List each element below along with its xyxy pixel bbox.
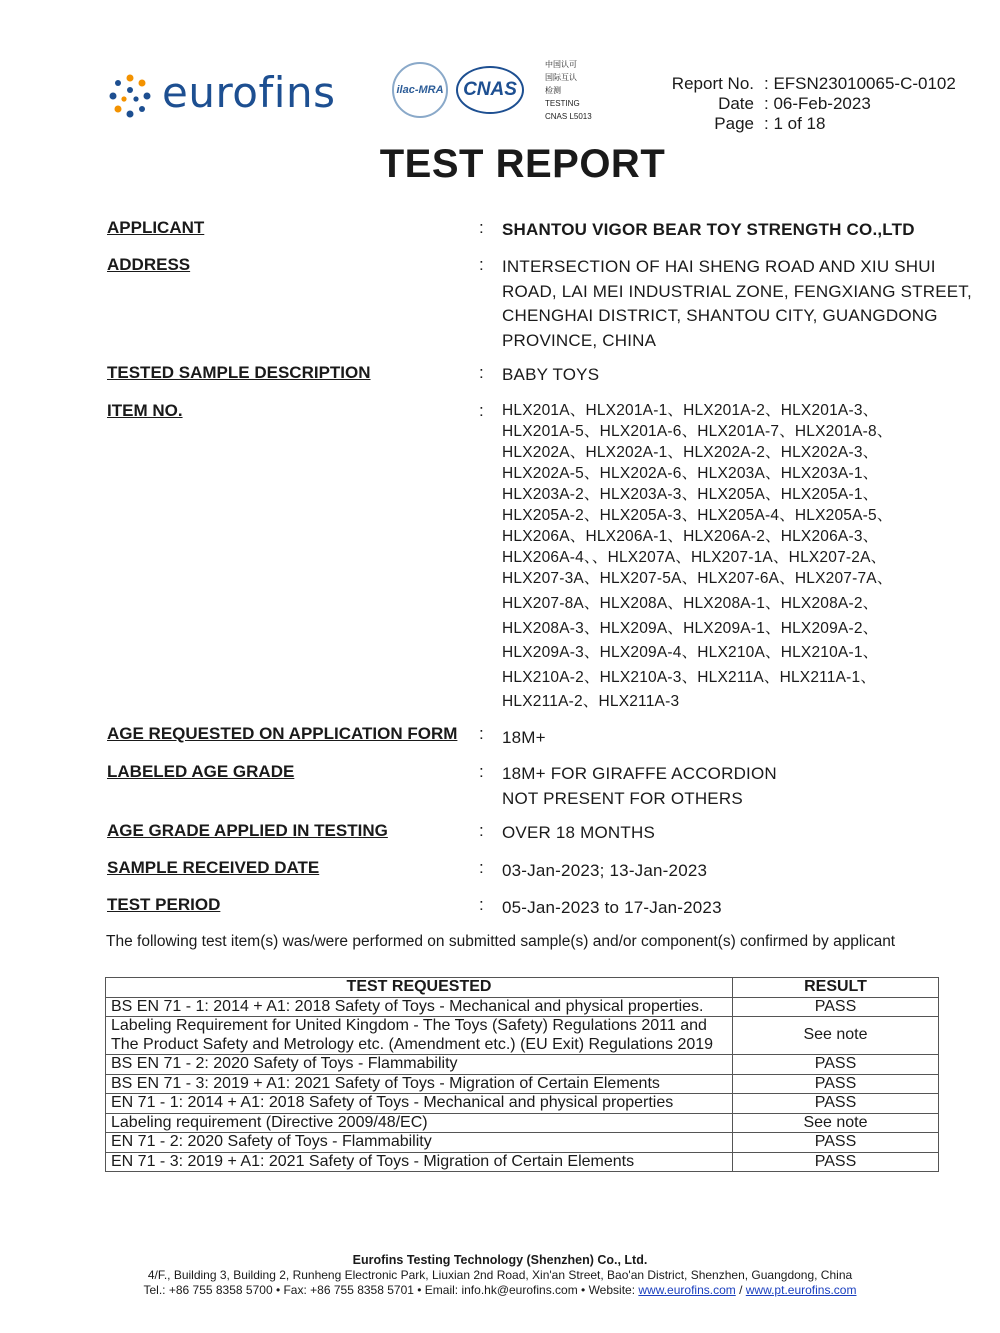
- labeled-age-line: NOT PRESENT FOR OTHERS: [502, 788, 743, 808]
- age-applied-value: OVER 18 MONTHS: [502, 823, 655, 842]
- cnas-caption: [545, 58, 592, 123]
- table-row: [106, 1055, 939, 1075]
- address-label: ADDRESS: [107, 255, 191, 274]
- table-row: [106, 1074, 939, 1094]
- age-requested-value: 18M+: [502, 728, 546, 747]
- test-line: BS EN 71 - 3: 2019 + A1: 2021 Safety of Toys - Migration of Certain Elements: [111, 1074, 660, 1092]
- item-line: HLX209A-3、HLX209A-4、HLX210A、HLX210A-1、: [502, 644, 879, 661]
- item-line: HLX208A-3、HLX209A、HLX209A-1、HLX209A-2、: [502, 619, 879, 637]
- meta-value: : 1 of 18: [764, 114, 826, 133]
- test-cell: [106, 1094, 733, 1114]
- applicant-value: SHANTOU VIGOR BEAR TOY STRENGTH CO.,LTD: [502, 220, 915, 239]
- sample-description-label: TESTED SAMPLE DESCRIPTION: [107, 363, 371, 382]
- table-row: [106, 1152, 939, 1172]
- item-line: HLX207-8A、HLX208A、HLX208A-1、HLX208A-2、: [502, 595, 879, 612]
- test-cell: [106, 1133, 733, 1153]
- footer-link-separator: /: [735, 1283, 746, 1297]
- test-cell: [106, 1017, 733, 1055]
- test-line: BS EN 71 - 2: 2020 Safety of Toys - Flammability: [111, 1055, 458, 1072]
- result-cell: PASS: [733, 1055, 939, 1075]
- test-line: EN 71 - 3: 2019 + A1: 2021 Safety of Toys - Migration of Certain Elements: [111, 1152, 635, 1170]
- address-value: [502, 255, 972, 353]
- colon: :: [479, 895, 484, 914]
- meta-value: : EFSN23010065-C-0102: [764, 74, 956, 93]
- test-period-label: TEST PERIOD: [107, 895, 221, 914]
- labeled-age-value: [502, 762, 777, 811]
- item-line: HLX202A、HLX202A-1、HLX202A-2、HLX202A-3、: [502, 444, 879, 461]
- result-cell: PASS: [733, 1094, 939, 1114]
- table-row: [106, 1113, 939, 1133]
- test-cell: [106, 1074, 733, 1094]
- test-line: The Product Safety and Metrology etc. (Amendment etc.) (EU Exit) Regulations 2019: [111, 1035, 714, 1053]
- colon: :: [479, 724, 484, 743]
- address-line: ROAD, LAI MEI INDUSTRIAL ZONE, FENGXIANG STREET,: [502, 281, 972, 301]
- accreditation-marks: [390, 60, 610, 122]
- ilac-text: ilac-MRA: [396, 84, 444, 96]
- item-line: HLX205A-2、HLX205A-3、HLX205A-4、HLX205A-5、: [502, 507, 893, 524]
- test-results-table: [105, 977, 939, 1172]
- report-meta: [660, 74, 956, 134]
- footer-address: 4/F., Building 3, Building 2, Runheng Electronic Park, Liuxian 2nd Road, Xin'an Street, Bao'an District, Shenzhen, Guangdong, China: [147, 1268, 853, 1282]
- test-cell: [106, 1055, 733, 1075]
- cnas-text: CNAS: [463, 79, 517, 100]
- item-no-label: ITEM NO.: [107, 401, 183, 420]
- meta-label: Page: [714, 114, 754, 133]
- cnas-line: 检测: [545, 86, 561, 95]
- page-row: [660, 114, 956, 134]
- received-date-label: SAMPLE RECEIVED DATE: [107, 858, 320, 877]
- colon: :: [479, 821, 484, 840]
- colon: :: [479, 762, 484, 781]
- footer-contact: [0, 1283, 1000, 1298]
- footer-company: Eurofins Testing Technology (Shenzhen) Co., Ltd.: [352, 1253, 648, 1267]
- header-test-requested: TEST REQUESTED: [106, 978, 733, 998]
- labeled-age-label: LABELED AGE GRADE: [107, 762, 295, 781]
- test-cell: [106, 997, 733, 1017]
- test-note: The following test item(s) was/were performed on submitted sample(s) and/or component(s) confirmed by applicant: [106, 933, 896, 950]
- item-line: HLX203A-2、HLX203A-3、HLX205A、HLX205A-1、: [502, 486, 879, 503]
- item-line: HLX201A、HLX201A-1、HLX201A-2、HLX201A-3、: [502, 402, 879, 419]
- test-line: Labeling requirement (Directive 2009/48/EC): [111, 1113, 428, 1131]
- labeled-age-line: 18M+ FOR GIRAFFE ACCORDION: [502, 764, 777, 783]
- item-line: HLX211A-2、HLX211A-3: [502, 693, 680, 710]
- result-cell: See note: [733, 1017, 939, 1055]
- result-cell: PASS: [733, 1074, 939, 1094]
- website-link-eurofins[interactable]: www.eurofins.com: [638, 1283, 736, 1297]
- table-row: [106, 1094, 939, 1114]
- cnas-seal: [456, 66, 524, 114]
- test-period-value: 05-Jan-2023 to 17-Jan-2023: [502, 898, 722, 917]
- logo-text: eurofins: [162, 68, 336, 117]
- age-applied-label: AGE GRADE APPLIED IN TESTING: [107, 821, 388, 840]
- website-link-pt-eurofins[interactable]: www.pt.eurofins.com: [745, 1283, 857, 1297]
- item-line: HLX207-3A、HLX207-5A、HLX207-6A、HLX207-7A、: [502, 570, 893, 587]
- result-cell: See note: [733, 1113, 939, 1133]
- cnas-line: TESTING: [545, 99, 580, 108]
- meta-value: : 06-Feb-2023: [764, 94, 871, 113]
- table-row: [106, 997, 939, 1017]
- item-no-list-continued: [502, 592, 878, 715]
- colon: :: [479, 255, 484, 274]
- test-line: BS EN 71 - 1: 2014 + A1: 2018 Safety of Toys - Mechanical and physical properties.: [111, 997, 704, 1015]
- item-line: HLX201A-5、HLX201A-6、HLX201A-7、HLX201A-8、: [502, 423, 893, 440]
- item-line: HLX210A-2、HLX210A-3、HLX211A、HLX211A-1、: [502, 668, 877, 686]
- meta-label: Date: [718, 94, 754, 113]
- colon: :: [479, 401, 484, 420]
- ilac-mra-seal: [392, 62, 448, 118]
- colon: :: [479, 363, 484, 382]
- page-title: TEST REPORT: [379, 142, 666, 186]
- result-cell: PASS: [733, 1133, 939, 1153]
- age-requested-label: AGE REQUESTED ON APPLICATION FORM: [107, 724, 458, 743]
- test-cell: [106, 1152, 733, 1172]
- page-footer: [0, 1253, 1000, 1298]
- sample-description-value: BABY TOYS: [502, 365, 600, 384]
- date-row: [660, 94, 956, 114]
- received-date-value: 03-Jan-2023; 13-Jan-2023: [502, 861, 708, 880]
- address-line: PROVINCE, CHINA: [502, 330, 657, 350]
- item-line: HLX202A-5、HLX202A-6、HLX203A、HLX203A-1、: [502, 465, 879, 482]
- item-line: HLX206A-4、、HLX207A、HLX207-1A、HLX207-2A、: [502, 549, 887, 566]
- applicant-label: APPLICANT: [107, 218, 205, 237]
- test-line: EN 71 - 1: 2014 + A1: 2018 Safety of Toys - Mechanical and physical properties: [111, 1094, 674, 1111]
- cnas-line: 中国认可: [545, 60, 577, 69]
- result-cell: PASS: [733, 1152, 939, 1172]
- meta-label: Report No.: [671, 74, 754, 93]
- table-row: [106, 1133, 939, 1153]
- result-cell: PASS: [733, 997, 939, 1017]
- table-row: [106, 1017, 939, 1055]
- address-line: CHENGHAI DISTRICT, SHANTOU CITY, GUANGDONG: [502, 306, 938, 325]
- item-line: HLX206A、HLX206A-1、HLX206A-2、HLX206A-3、: [502, 528, 879, 545]
- colon: :: [479, 218, 484, 237]
- test-line: Labeling Requirement for United Kingdom - The Toys (Safety) Regulations 2011 and: [111, 1017, 707, 1034]
- address-line: INTERSECTION OF HAI SHENG ROAD AND XIU SHUI: [502, 257, 936, 276]
- test-line: EN 71 - 2: 2020 Safety of Toys - Flammability: [111, 1133, 432, 1150]
- eurofins-dots-icon: [106, 72, 154, 120]
- cnas-line: CNAS L5013: [545, 112, 592, 121]
- eurofins-logo: [106, 70, 336, 120]
- cnas-line: 国际互认: [545, 73, 577, 82]
- table-header-row: [106, 978, 939, 998]
- colon: :: [479, 858, 484, 877]
- test-cell: [106, 1113, 733, 1133]
- footer-contact-text: Tel.: +86 755 8358 5700 • Fax: +86 755 8358 5701 • Email: info.hk@eurofins.com • Website:: [143, 1283, 639, 1297]
- item-no-list: [502, 400, 893, 589]
- header-result: RESULT: [733, 978, 939, 998]
- report-no-row: [660, 74, 956, 94]
